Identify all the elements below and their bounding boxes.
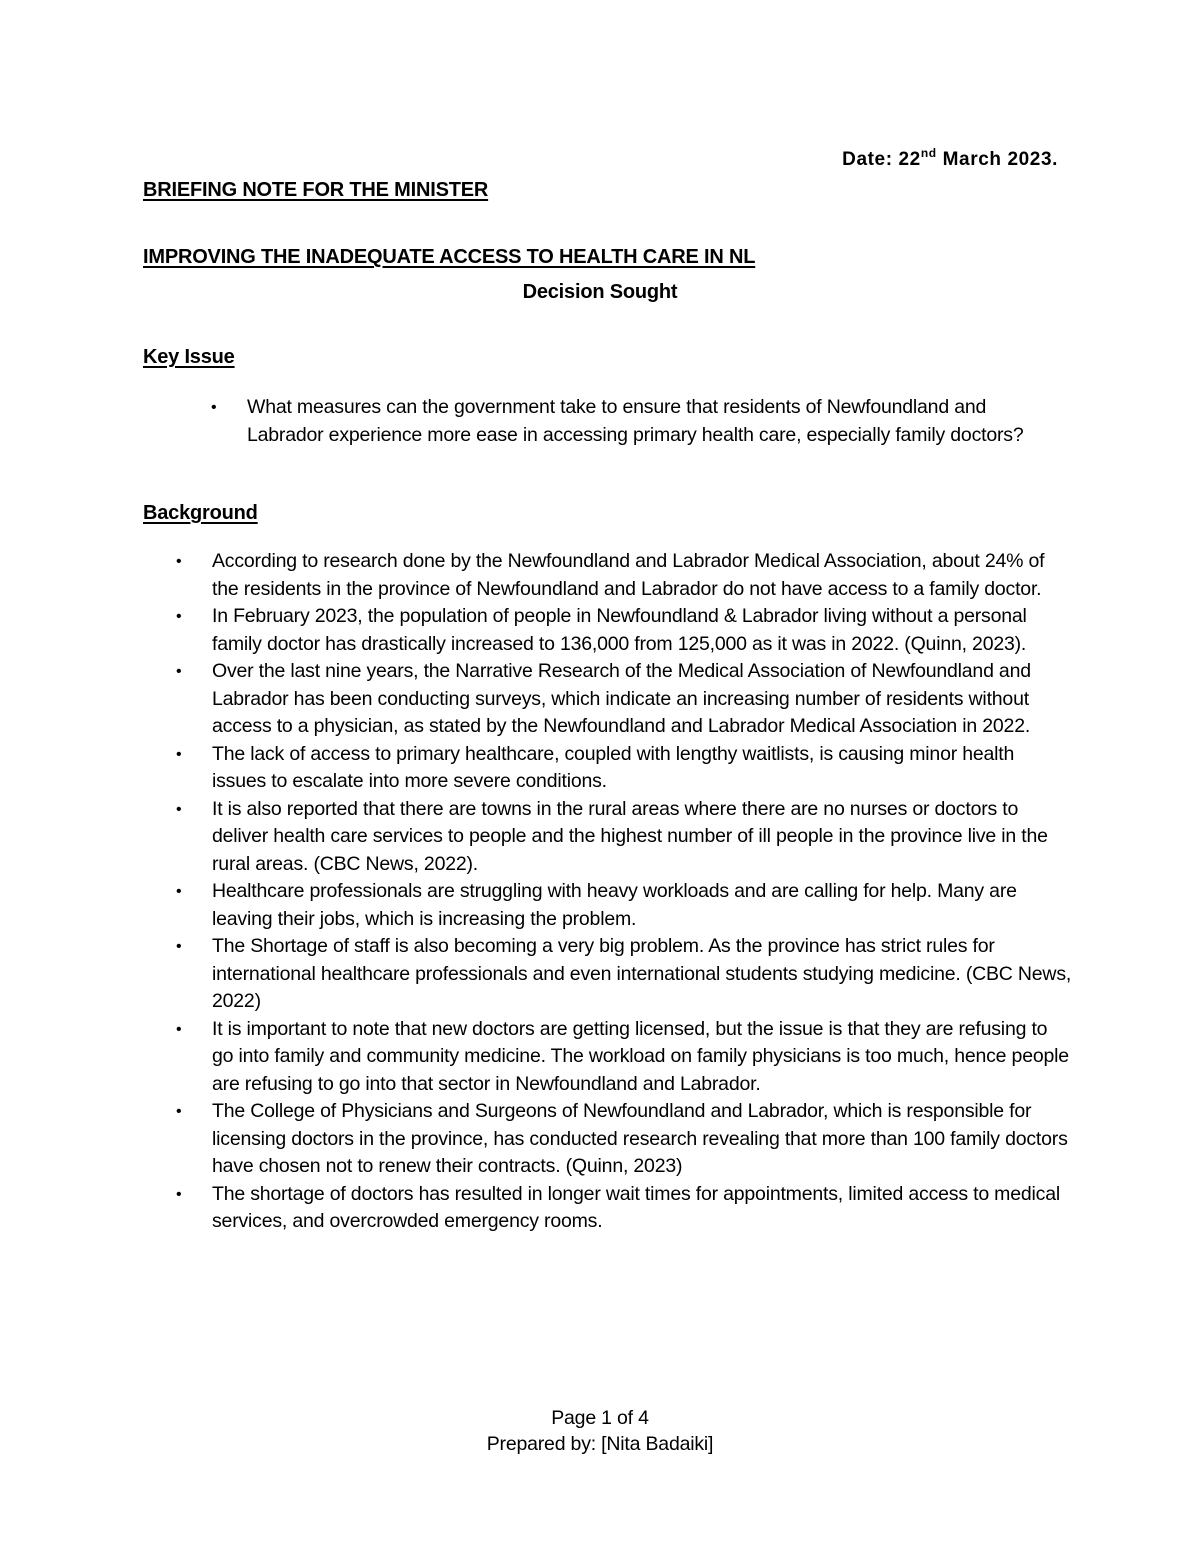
- list-item-text: What measures can the government take to ensure that residents of Newfoundland and Labrador experience more ease in accessing primary health care, especially family doctors?: [247, 396, 1024, 446]
- page-number: Page 1 of 4: [551, 1407, 649, 1429]
- list-item-text: It is important to note that new doctors are getting licensed, but the issue is that they are refusing to go into family and community medicine. The workload on family physicians is too much, hence people are refusing to go into that sector in Newfoundland and Labrador.: [212, 1017, 1069, 1095]
- background-list: [176, 548, 1072, 1236]
- bullet-icon: •: [176, 663, 182, 680]
- list-item-text: The Shortage of staff is also becoming a very big problem. As the province has strict rules for international healthcare professionals and even international students studying medicine. (CBC News, 2022): [212, 935, 1072, 1012]
- list-item: [176, 741, 1072, 796]
- date-superscript: nd: [920, 146, 937, 160]
- list-item: [176, 603, 1072, 658]
- decision-sought-heading: Decision Sought: [522, 281, 678, 303]
- date-line: [842, 146, 1058, 171]
- bullet-icon: •: [176, 1103, 182, 1120]
- list-item: [176, 548, 1072, 603]
- key-issue-heading: Key Issue: [143, 346, 235, 368]
- bullet-icon: •: [176, 1185, 182, 1203]
- list-item-text: Healthcare professionals are struggling with heavy workloads and are calling for help. Many are leaving their jobs, which is increasing the problem.: [212, 880, 1017, 930]
- date-suffix: March 2023.: [936, 149, 1058, 170]
- bullet-icon: •: [211, 399, 217, 416]
- prepared-by: Prepared by: [Nita Badaiki]: [486, 1433, 714, 1455]
- list-item-text: The lack of access to primary healthcare, coupled with lengthy waitlists, is causing minor health issues to escalate into more severe conditions.: [212, 742, 1015, 792]
- bullet-icon: •: [176, 883, 182, 900]
- list-item: [176, 796, 1072, 879]
- document-subtitle: IMPROVING THE INADEQUATE ACCESS TO HEALTH CARE IN NL: [143, 246, 756, 268]
- list-item-text: The College of Physicians and Surgeons of Newfoundland and Labrador, which is responsible for licensing doctors in the province, has conducted research revealing that more than 100 family doctors have chosen not to renew their contracts. (Quinn, 2023): [212, 1100, 1068, 1177]
- list-item-text: In February 2023, the population of people in Newfoundland & Labrador living without a personal family doctor has drastically increased to 136,000 from 125,000 as it was in 2022. (Quinn, 2023).: [212, 605, 1027, 655]
- list-item: [211, 394, 1067, 449]
- date-prefix: Date: 22: [842, 149, 921, 170]
- list-item: [176, 1181, 1072, 1236]
- list-item-text: According to research done by the Newfoundland and Labrador Medical Association, about 24% of the residents in the province of Newfoundland and Labrador do not have access to a family doctor.: [212, 550, 1045, 600]
- list-item: [176, 878, 1072, 933]
- bullet-icon: •: [176, 745, 182, 763]
- list-item-text: Over the last nine years, the Narrative Research of the Medical Association of Newfoundland and Labrador has been conducting surveys, which indicate an increasing number of residents without access to a physician, as stated by the Newfoundland and Labrador Medical Association in 2022.: [212, 660, 1031, 737]
- list-item: [176, 658, 1072, 741]
- bullet-icon: •: [176, 1020, 182, 1038]
- document-title: BRIEFING NOTE FOR THE MINISTER: [143, 179, 489, 201]
- bullet-icon: •: [176, 938, 182, 955]
- background-heading: Background: [143, 502, 258, 524]
- list-item: [176, 1016, 1072, 1099]
- list-item-text: It is also reported that there are towns in the rural areas where there are no nurses or doctors to deliver health care services to people and the highest number of ill people in the province live in the rural areas. (CBC News, 2022).: [212, 797, 1048, 875]
- key-issue-list: [211, 394, 1067, 449]
- list-item-text: The shortage of doctors has resulted in longer wait times for appointments, limited access to medical services, and overcrowded emergency rooms.: [212, 1182, 1060, 1232]
- list-item: [176, 933, 1072, 1016]
- bullet-icon: •: [176, 608, 182, 625]
- list-item: [176, 1098, 1072, 1181]
- bullet-icon: •: [176, 800, 182, 818]
- bullet-icon: •: [176, 553, 182, 570]
